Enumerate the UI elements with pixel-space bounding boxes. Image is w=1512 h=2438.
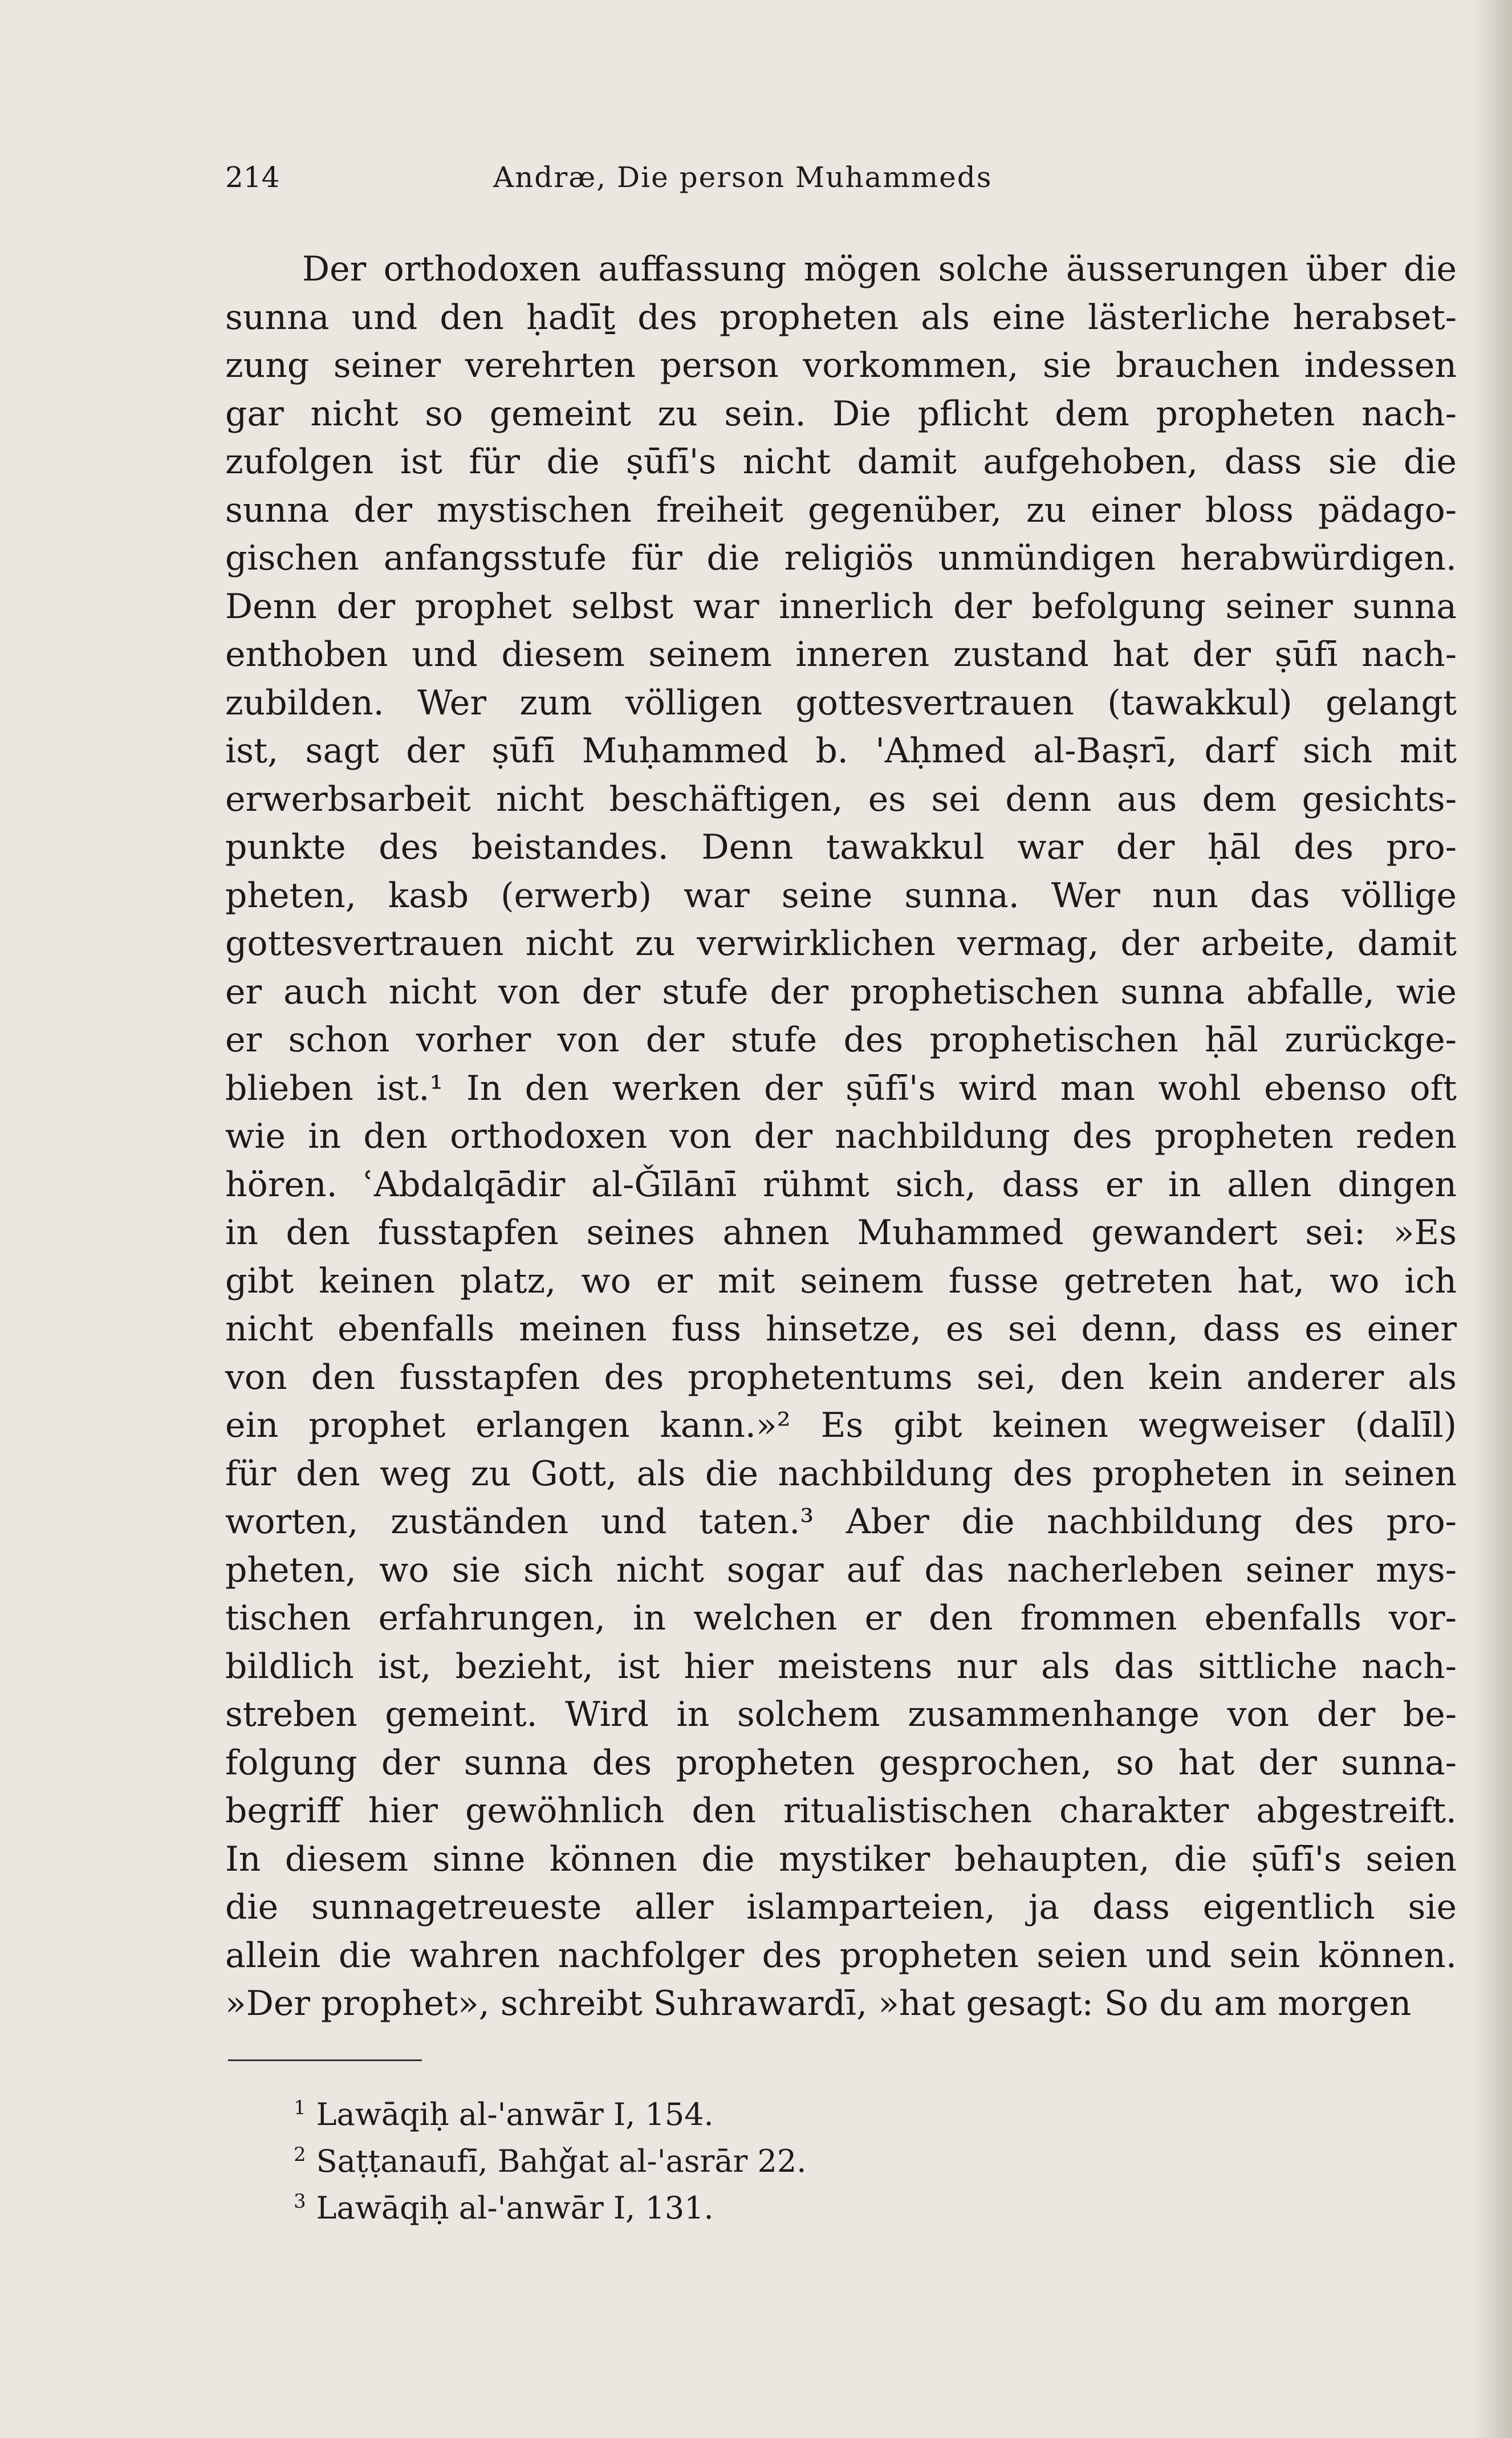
text-line: für den weg zu Gott, als die nachbildung des propheten in seinen: [225, 1453, 1457, 1494]
footnote-rule: [228, 2059, 422, 2061]
text-line: er schon vorher von der stufe des prophetischen ḥāl zurückge-: [225, 1020, 1457, 1060]
text-line: Denn der prophet selbst war innerlich der befolgung seiner sunna: [225, 586, 1457, 627]
footnote: [294, 2135, 807, 2181]
text-line: gottesvertrauen nicht zu verwirklichen vermag, der arbeite, damit: [225, 924, 1457, 964]
text-line: von den fusstapfen des prophetentums sei, den kein anderer als: [225, 1357, 1457, 1397]
page-number: 214: [225, 161, 280, 194]
running-header: [225, 161, 1137, 194]
text-line: »Der prophet», schreibt Suhrawardī, »hat gesagt: So du am morgen: [225, 1984, 1412, 2023]
text-line: punkte des beistandes. Denn tawakkul war der ḥāl des pro-: [225, 827, 1457, 867]
text-line: blieben ist.¹ In den werken der ṣūfī's wird man wohl ebenso oft: [225, 1068, 1457, 1108]
text-line: pheten, wo sie sich nicht sogar auf das nacherleben seiner mys-: [225, 1550, 1457, 1590]
body-text: [225, 245, 1457, 2028]
footnote-mark: 1: [294, 2096, 306, 2119]
text-line: In diesem sinne können die mystiker behaupten, die ṣūfī's seien: [225, 1839, 1457, 1879]
footnote-text: Saṭṭanaufī, Bahǧat al-'asrār 22.: [316, 2143, 807, 2179]
text-line: begriff hier gewöhnlich den ritualistischen charakter abgestreift.: [225, 1791, 1457, 1831]
text-line: sunna und den ḥadīṯ des propheten als eine lästerliche herabset-: [225, 297, 1457, 338]
text-line: allein die wahren nachfolger des propheten seien und sein können.: [225, 1935, 1457, 1976]
text-line: erwerbsarbeit nicht beschäftigen, es sei denn aus dem gesichts-: [225, 779, 1457, 819]
text-line: Der orthodoxen auffassung mögen solche äusserungen über die: [302, 249, 1457, 289]
text-line: sunna der mystischen freiheit gegenüber, zu einer bloss pädago-: [225, 490, 1457, 530]
text-line: zufolgen ist für die ṣūfī's nicht damit aufgehoben, dass sie die: [225, 442, 1457, 482]
text-line: nicht ebenfalls meinen fuss hinsetze, es sei denn, dass es einer: [225, 1309, 1457, 1349]
text-line: folgung der sunna des propheten gesprochen, so hat der sunna-: [225, 1742, 1457, 1783]
text-line: worten, zuständen und taten.³ Aber die nachbildung des pro-: [225, 1502, 1457, 1542]
footnotes: [294, 2088, 807, 2228]
footnote-text: Lawāqiḥ al-'anwār I, 154.: [316, 2096, 714, 2132]
text-line: gibt keinen platz, wo er mit seinem fusse getreten hat, wo ich: [225, 1261, 1457, 1301]
text-line: in den fusstapfen seines ahnen Muhammed gewandert sei: »Es: [225, 1213, 1457, 1253]
text-line: hören. ʿAbdalqādir al-Ǧīlānī rühmt sich, dass er in allen dingen: [225, 1164, 1457, 1205]
text-line: tischen erfahrungen, in welchen er den frommen ebenfalls vor-: [225, 1598, 1457, 1638]
text-line: ist, sagt der ṣūfī Muḥammed b. 'Aḥmed al-Baṣrī, darf sich mit: [225, 731, 1457, 771]
text-line: enthoben und diesem seinem inneren zustand hat der ṣūfī nach-: [225, 635, 1457, 674]
footnote-mark: 3: [294, 2190, 306, 2213]
text-line: streben gemeint. Wird in solchem zusammenhange von der be-: [225, 1695, 1457, 1734]
text-line: bildlich ist, bezieht, ist hier meistens nur als das sittliche nach-: [225, 1646, 1457, 1687]
text-line: gischen anfangsstufe für die religiös unmündigen herabwürdigen.: [225, 538, 1457, 578]
footnote: [294, 2088, 806, 2135]
text-line: pheten, kasb (erwerb) war seine sunna. Wer nun das völlige: [225, 875, 1457, 916]
text-line: gar nicht so gemeint zu sein. Die pflicht dem propheten nach-: [225, 393, 1457, 434]
text-line: wie in den orthodoxen von der nachbildung des propheten reden: [225, 1116, 1457, 1156]
page-edge-shadow: [1472, 0, 1512, 2438]
running-title: Andræ, Die person Muhammeds: [493, 161, 993, 194]
text-line: zubilden. Wer zum völligen gottesvertrauen (tawakkul) gelangt: [225, 682, 1457, 723]
footnote: [294, 2181, 806, 2228]
footnote-mark: 2: [294, 2143, 306, 2166]
text-line: ein prophet erlangen kann.»² Es gibt keinen wegweiser (dalīl): [225, 1405, 1457, 1445]
text-line: die sunnagetreueste aller islamparteien, ja dass eigentlich sie: [225, 1887, 1457, 1927]
text-line: er auch nicht von der stufe der prophetischen sunna abfalle, wie: [225, 972, 1457, 1012]
footnote-text: Lawāqiḥ al-'anwār I, 131.: [316, 2190, 714, 2226]
text-line: zung seiner verehrten person vorkommen, sie brauchen indessen: [225, 346, 1457, 385]
